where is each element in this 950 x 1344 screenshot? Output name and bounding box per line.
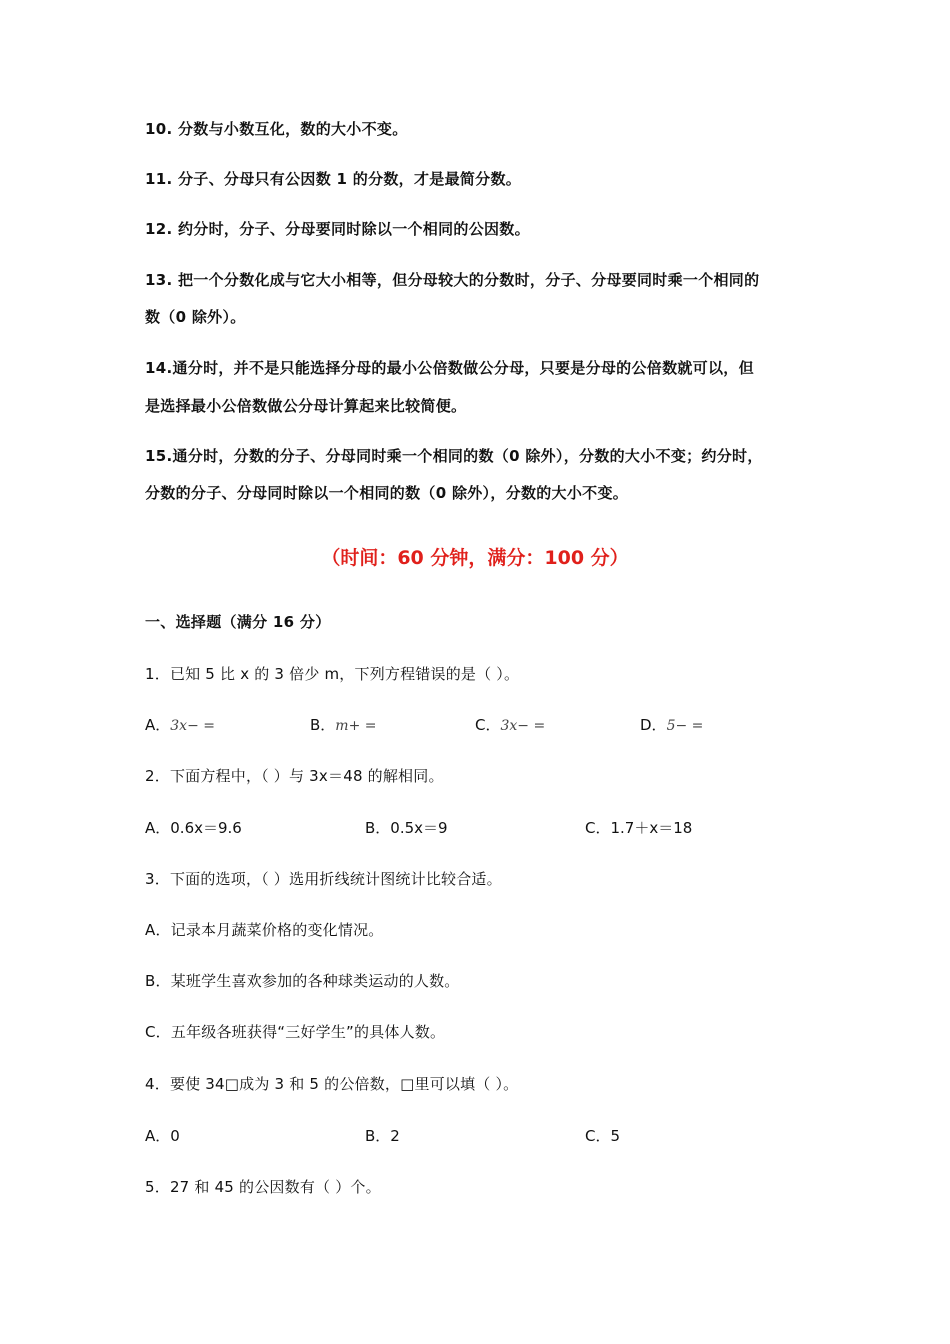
q4-option-b: B．2 xyxy=(365,1127,400,1145)
q3-option-b: B．某班学生喜欢参加的各种球类运动的人数。 xyxy=(145,972,460,990)
statement-15-line2: 分数的分子、分母同时除以一个相同的数（0 除外），分数的大小不变。 xyxy=(145,484,629,502)
section-heading: 一、选择题（满分 16 分） xyxy=(145,613,331,631)
statement-14-line1: 14.通分时，并不是只能选择分母的最小公倍数做公分母，只要是分母的公倍数就可以，但 xyxy=(145,359,754,377)
q4-option-c: C．5 xyxy=(585,1127,621,1145)
statement-13-line1: 13. 把一个分数化成与它大小相等，但分母较大的分数时，分子、分母要同时乘一个相同的 xyxy=(145,271,760,289)
q2-option-a: A．0.6x＝9.6 xyxy=(145,819,242,837)
statement-15-line1: 15.通分时，分数的分子、分母同时乘一个相同的数（0 除外），分数的大小不变；约分时， xyxy=(145,447,763,465)
statement-11: 11. 分子、分母只有公因数 1 的分数，才是最简分数。 xyxy=(145,170,522,188)
q1-option-c: C．3x− = xyxy=(475,716,546,734)
statement-14-line2: 是选择最小公倍数做公分母计算起来比较简便。 xyxy=(145,397,467,415)
q1-option-a: A．3x− = xyxy=(145,716,215,734)
statement-10: 10. 分数与小数互化，数的大小不变。 xyxy=(145,120,408,138)
q4-option-a: A．0 xyxy=(145,1127,180,1145)
q1-option-d: D．5− = xyxy=(640,716,704,734)
question-1-stem: 1．已知 5 比 x 的 3 倍少 m，下列方程错误的是（ ）。 xyxy=(145,665,520,683)
question-4-stem: 4．要使 34□成为 3 和 5 的公倍数，□里可以填（ ）。 xyxy=(145,1075,519,1093)
statement-13-line2: 数（0 除外）。 xyxy=(145,308,246,326)
exam-title: （时间：60 分钟，满分：100 分） xyxy=(321,547,629,569)
question-5-stem: 5．27 和 45 的公因数有（ ）个。 xyxy=(145,1178,381,1196)
statement-12: 12. 约分时，分子、分母要同时除以一个相同的公因数。 xyxy=(145,220,530,238)
question-2-stem: 2．下面方程中，（ ）与 3x＝48 的解相同。 xyxy=(145,767,444,785)
q1-option-b: B．m+ = xyxy=(310,716,377,734)
q2-option-c: C．1.7＋x＝18 xyxy=(585,819,693,837)
q3-option-c: C．五年级各班获得“三好学生”的具体人数。 xyxy=(145,1023,446,1041)
q2-option-b: B．0.5x＝9 xyxy=(365,819,448,837)
q3-option-a: A．记录本月蔬菜价格的变化情况。 xyxy=(145,921,384,939)
question-3-stem: 3．下面的选项，（ ）选用折线统计图统计比较合适。 xyxy=(145,870,502,888)
